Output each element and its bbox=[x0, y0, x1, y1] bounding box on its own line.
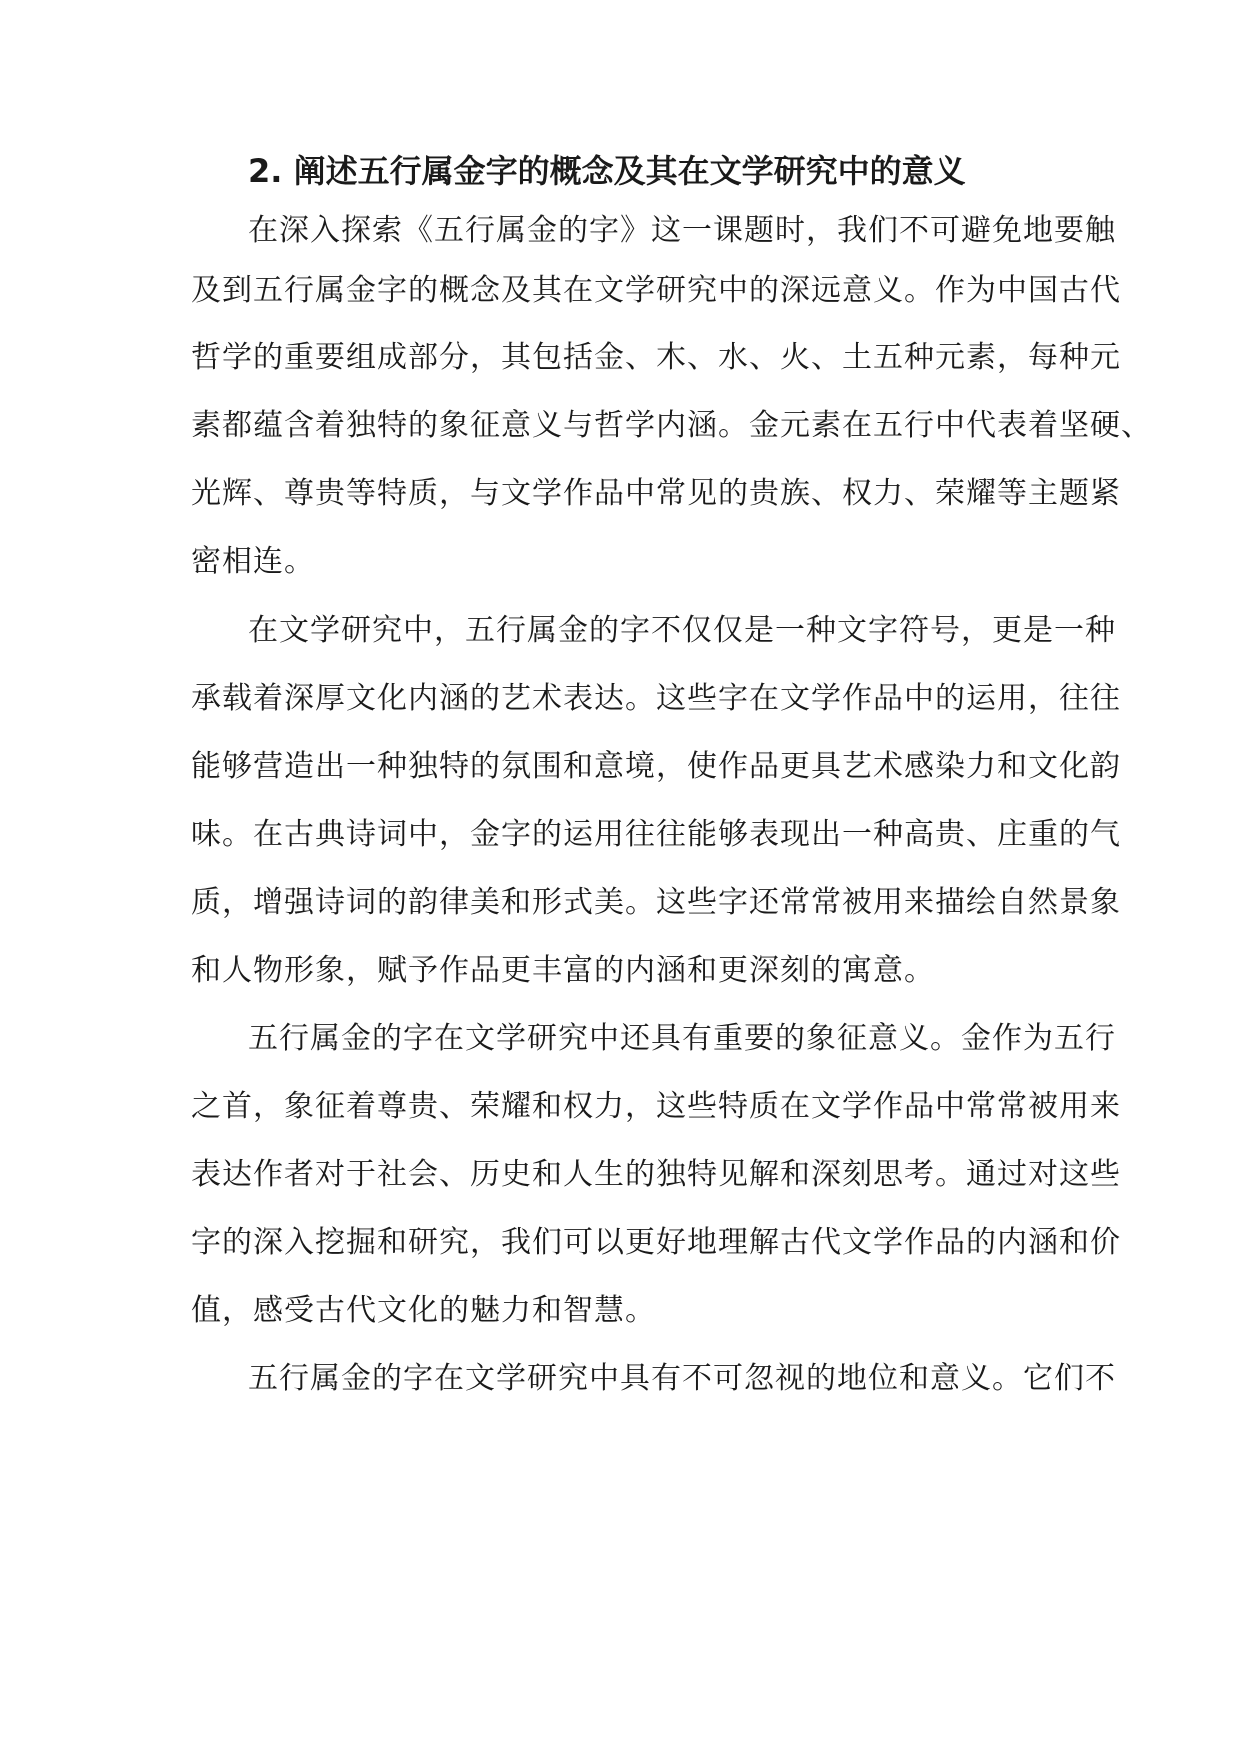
paragraph-4-line-1: 五行属金的字在文学研究中具有不可忽视的地位和意义。它们不 bbox=[248, 1361, 1116, 1396]
paragraph-2-line-2: 承载着深厚文化内涵的艺术表达。这些字在文学作品中的运用，往往 bbox=[191, 681, 1121, 716]
paragraph-1-line-5: 光辉、尊贵等特质，与文学作品中常见的贵族、权力、荣耀等主题紧 bbox=[191, 476, 1121, 511]
paragraph-2-line-4: 味。在古典诗词中，金字的运用往往能够表现出一种高贵、庄重的气 bbox=[191, 817, 1121, 852]
paragraph-3-line-4: 字的深入挖掘和研究，我们可以更好地理解古代文学作品的内涵和价 bbox=[191, 1225, 1121, 1260]
paragraph-2-line-6: 和人物形象，赋予作品更丰富的内涵和更深刻的寓意。 bbox=[191, 953, 935, 988]
paragraph-3-line-5: 值，感受古代文化的魅力和智慧。 bbox=[191, 1293, 656, 1328]
section-heading: 2. 阐述五行属金字的概念及其在文学研究中的意义 bbox=[248, 152, 966, 190]
paragraph-1-line-6: 密相连。 bbox=[191, 544, 315, 579]
paragraph-2-line-3: 能够营造出一种独特的氛围和意境，使作品更具艺术感染力和文化韵 bbox=[191, 749, 1121, 784]
paragraph-1-line-4: 素都蕴含着独特的象征意义与哲学内涵。金元素在五行中代表着坚硬、 bbox=[191, 408, 1152, 443]
paragraph-2-line-5: 质，增强诗词的韵律美和形式美。这些字还常常被用来描绘自然景象 bbox=[191, 885, 1121, 920]
paragraph-3-line-2: 之首，象征着尊贵、荣耀和权力，这些特质在文学作品中常常被用来 bbox=[191, 1089, 1121, 1124]
paragraph-1-line-2: 及到五行属金字的概念及其在文学研究中的深远意义。作为中国古代 bbox=[191, 273, 1121, 308]
paragraph-3-line-1: 五行属金的字在文学研究中还具有重要的象征意义。金作为五行 bbox=[248, 1021, 1116, 1056]
paragraph-1-line-3: 哲学的重要组成部分，其包括金、木、水、火、土五种元素，每种元 bbox=[191, 340, 1121, 375]
paragraph-2-line-1: 在文学研究中，五行属金的字不仅仅是一种文字符号，更是一种 bbox=[248, 613, 1116, 648]
paragraph-1-line-1: 在深入探索《五行属金的字》这一课题时，我们不可避免地要触 bbox=[248, 213, 1116, 248]
paragraph-3-line-3: 表达作者对于社会、历史和人生的独特见解和深刻思考。通过对这些 bbox=[191, 1157, 1121, 1192]
